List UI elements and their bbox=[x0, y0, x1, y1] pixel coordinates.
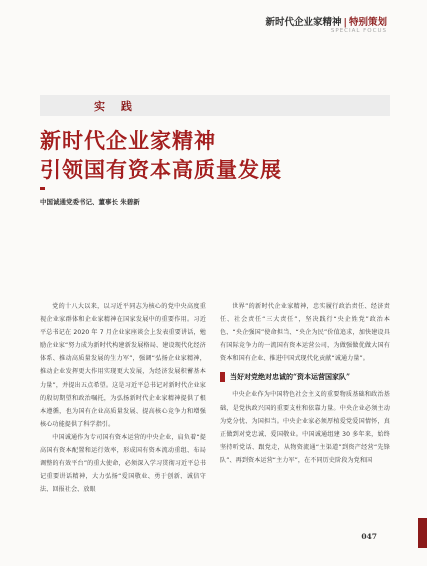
right-column bbox=[220, 300, 390, 467]
title-accent-rule bbox=[40, 187, 45, 190]
article-title-line2: 引领国有资本高质量发展 bbox=[40, 157, 282, 182]
body-paragraph: 中央企业作为中国特色社会主义的重要物质基础和政治基础，是党执政兴国的重要支柱和依靠力量。中央企业必须主动为党分忧、为国担当。中央企业家必须厚植爱党爱国情怀，真正做到对党忠诚、爱国敬业。中国诚通组建 30 多年来，始终坚持听党话、跟党走，从物资流通“主渠道”到资产经营“先锋队”、再到资本运营“主力军”，在不同历史阶段为党和国 bbox=[220, 391, 390, 464]
header-separator: | bbox=[343, 17, 347, 28]
header-subtitle: SPECIAL FOCUS bbox=[330, 28, 387, 34]
section-tag: 实 践 bbox=[94, 100, 138, 113]
subheading-text: 当好对党绝对忠诚的“资本运营国家队” bbox=[230, 372, 351, 382]
subheading-marker bbox=[220, 372, 225, 382]
header-section-name: 特别策划 bbox=[348, 17, 387, 28]
body-paragraph: 中国诚通作为专司国有资本运营的中央企业，肩负着“提高国有资本配置和运行效率，形成国有资本流动重组、布局调整的有效平台”的重大使命，必须深入学习贯彻习近平总书记重要讲话精神，大力弘扬“爱国敬业、勇于创新、诚信守法、回报社会、放眼 bbox=[40, 433, 206, 494]
header-title bbox=[266, 14, 388, 28]
article-title-line1: 新时代企业家精神 bbox=[40, 128, 216, 153]
header-title-main: 新时代企业家精神 bbox=[265, 17, 342, 28]
side-tab-marker bbox=[418, 518, 427, 548]
page-number: 047 bbox=[361, 532, 377, 541]
section-subheading bbox=[220, 372, 390, 382]
section-tag-bar bbox=[40, 95, 390, 116]
body-paragraph: 世界”的新时代企业家精神，忠实履行政治责任、经济责任、社会责任“三大责任”，坚决践行“央企姓党”政治本色、“央企强国”使命担当、“央企为民”价值追求，加快建设具有国际竞争力的一流国有资本运营公司，为做强做优做大国有资本和国有企业、推进中国式现代化贡献“诚通力量”。 bbox=[220, 303, 390, 363]
body-paragraph: 党的十八大以来，以习近平同志为核心的党中央高度重视企业家群体和企业家精神在国家发展中的重要作用。习近平总书记在 2020 年 7 月企业家座谈会上发表重要讲话，勉励企业家“努力成为新时代构建新发展格局、建设现代化经济体系、推动高质量发展的生力军”，强调“弘扬企业家精神，推动企业发挥更大作用实现更大发展，为经济发展积蓄基本力量”，并提出五点希望。这是习近平总书记对新时代企业家的殷切期望和政治嘱托，为弘扬新时代企业家精神提供了根本遵循，也为国有企业高质量发展、提高核心竞争力和增强核心功能提供了科学指引。 bbox=[40, 303, 206, 428]
left-column bbox=[40, 300, 206, 496]
author-byline: 中国诚通党委书记、董事长 朱碧新 bbox=[40, 198, 140, 206]
